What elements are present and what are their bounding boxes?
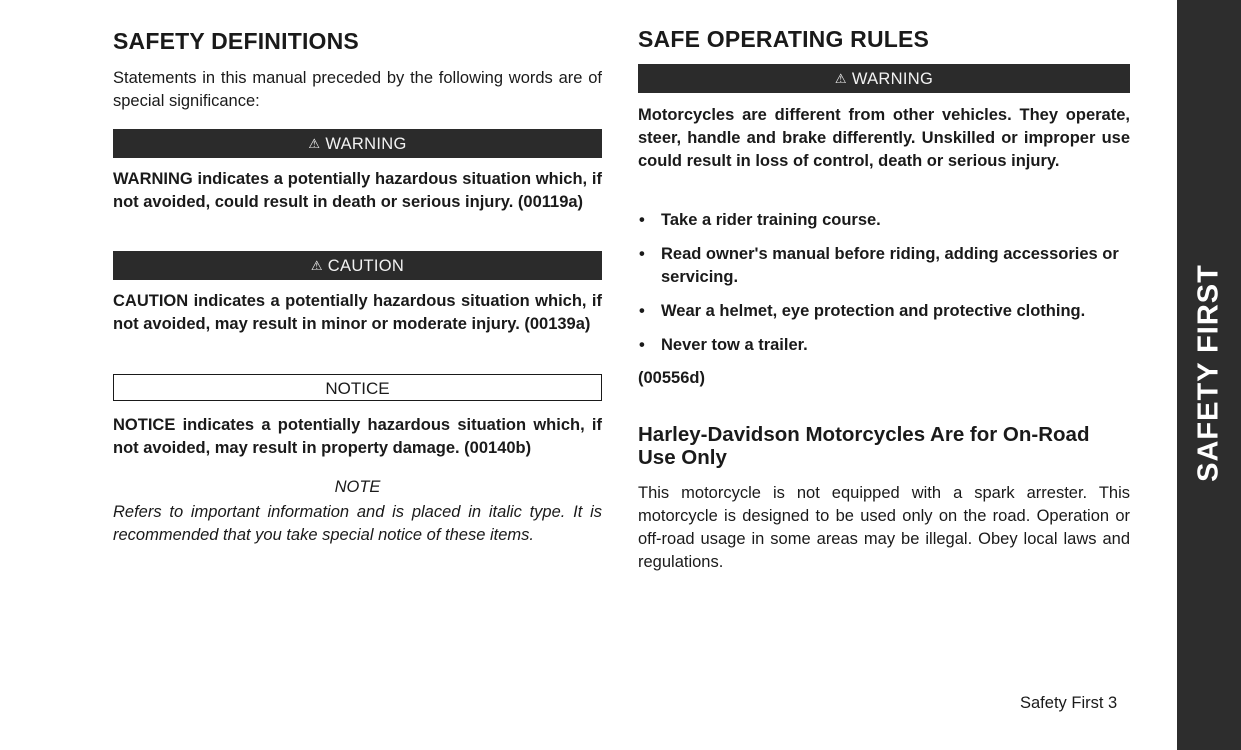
side-tab-label: SAFETY FIRST xyxy=(1192,264,1225,482)
list-item: • Wear a helmet, eye protection and protective clothing. xyxy=(638,300,1130,323)
notice-box xyxy=(113,374,602,401)
warning-bar xyxy=(113,129,602,158)
section-side-tab xyxy=(1177,0,1241,750)
bullet-icon: • xyxy=(639,211,645,229)
warning-triangle-icon: ⚠ xyxy=(834,71,847,86)
safety-definitions-title: SAFETY DEFINITIONS xyxy=(113,28,359,54)
note-heading: NOTE xyxy=(334,478,381,496)
bullet-icon: • xyxy=(639,336,645,354)
bullet-icon: • xyxy=(639,302,645,320)
notice-box-label: NOTICE xyxy=(325,379,390,398)
caution-bar xyxy=(113,251,602,280)
warning-definition-text: WARNING indicates a potentially hazardous situation which, if not avoided, could result in death or serious injury. (00119a) xyxy=(113,170,602,211)
warning-triangle-icon: ⚠ xyxy=(308,136,321,151)
caution-definition-text: CAUTION indicates a potentially hazardous situation which, if not avoided, may result in minor or moderate injury. (00139a) xyxy=(113,292,602,333)
motorcycle-warning-text: Motorcycles are different from other vehicles. They operate, steer, handle and brake differently. Unskilled or improper use could result in loss of control, death or serious injury. xyxy=(638,106,1130,170)
on-road-use-text: This motorcycle is not equipped with a spark arrester. This motorcycle is designed to be used only on the road. Operation or off-road usage in some areas may be illegal. Obey local laws and regulations. xyxy=(638,484,1130,571)
bullet-icon: • xyxy=(639,245,645,263)
list-item: • Never tow a trailer. xyxy=(638,334,1130,357)
safe-operating-rules-title: SAFE OPERATING RULES xyxy=(638,26,930,52)
warning-bar-label: WARNING xyxy=(851,70,934,88)
list-item: • Take a rider training course. xyxy=(638,209,1130,232)
notice-definition-text: NOTICE indicates a potentially hazardous situation which, if not avoided, may result in property damage. (00140b) xyxy=(113,416,602,457)
on-road-use-heading: Harley-Davidson Motorcycles Are for On-Road Use Only xyxy=(638,423,1090,469)
list-item: • Read owner's manual before riding, adding accessories or servicing. xyxy=(639,245,1119,286)
operating-rules-list xyxy=(638,209,1130,368)
warning-triangle-icon: ⚠ xyxy=(310,258,323,273)
intro-text: Statements in this manual preceded by the following words are of special significance: xyxy=(113,69,602,110)
caution-bar-label: CAUTION xyxy=(327,257,405,275)
rules-code: (00556d) xyxy=(638,369,705,387)
warning-bar xyxy=(638,64,1130,93)
page-number: Safety First 3 xyxy=(1020,694,1118,712)
warning-bar-label: WARNING xyxy=(325,135,407,153)
note-definition-text: Refers to important information and is placed in italic type. It is recommended that you take special notice of these items. xyxy=(113,503,602,544)
